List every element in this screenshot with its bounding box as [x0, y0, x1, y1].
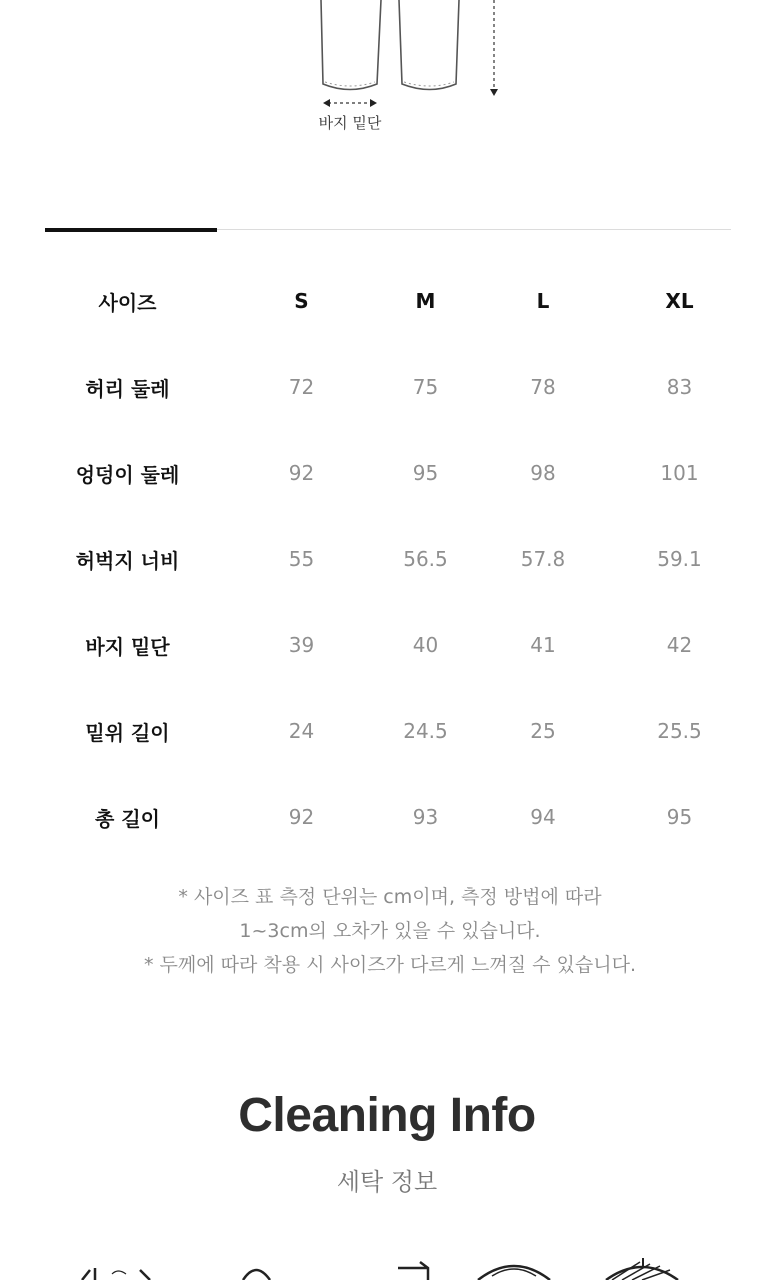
table-cell: 57.8: [520, 547, 566, 571]
care-icons-row: [0, 1258, 780, 1280]
table-row: [45, 688, 731, 774]
table-cell: 95: [666, 805, 693, 829]
cleaning-info-subtitle: 세탁 정보: [336, 1168, 438, 1196]
size-header-corner: 사이즈: [98, 290, 157, 315]
table-cell: 92: [288, 805, 315, 829]
pants-diagram: [0, 0, 780, 150]
table-cell: 101: [660, 461, 699, 485]
table-cell: 25: [530, 719, 556, 743]
iron-icon: [398, 1262, 428, 1280]
size-notes: [0, 880, 780, 982]
table-cell: 55: [288, 547, 315, 571]
table-cell: 42: [666, 633, 693, 657]
size-header-row: [45, 258, 731, 344]
size-header-m: M: [415, 289, 436, 313]
row-label-thigh: 허벅지 너비: [75, 548, 180, 573]
table-cell: 39: [288, 633, 315, 657]
hand-wash-icon: [82, 1268, 150, 1280]
table-cell: 56.5: [403, 547, 448, 571]
row-label-rise: 밑위 길이: [85, 720, 170, 745]
table-row: [45, 344, 731, 430]
table-cell: 98: [530, 461, 556, 485]
size-chart-table: [45, 258, 731, 860]
table-row: [45, 430, 731, 516]
tab-indicator-bar[interactable]: [45, 228, 731, 232]
table-row: [45, 516, 731, 602]
row-label-hem: 바지 밑단: [85, 634, 170, 659]
cleaning-info-title: Cleaning Info: [238, 1089, 536, 1142]
table-cell: 24: [288, 719, 315, 743]
table-cell: 78: [530, 375, 556, 399]
table-cell: 41: [530, 633, 556, 657]
table-cell: 94: [530, 805, 556, 829]
note-line: * 사이즈 표 측정 단위는 cm이며, 측정 방법에 따라: [178, 886, 602, 908]
table-row: [45, 602, 731, 688]
note-line: 1~3cm의 오차가 있을 수 있습니다.: [239, 920, 541, 942]
table-cell: 59.1: [657, 547, 702, 571]
table-cell: 24.5: [403, 719, 448, 743]
table-cell: 75: [412, 375, 439, 399]
table-cell: 25.5: [657, 719, 702, 743]
table-cell: 40: [412, 633, 439, 657]
table-cell: 83: [666, 375, 693, 399]
bleach-icon: [243, 1270, 270, 1280]
note-line: * 두께에 따라 착용 시 사이즈가 다르게 느껴질 수 있습니다.: [143, 954, 637, 976]
table-row: [45, 774, 731, 860]
row-label-waist: 허리 둘레: [85, 376, 170, 401]
size-header-xl: XL: [665, 289, 694, 313]
pants-illustration: [0, 0, 780, 110]
row-label-total-length: 총 길이: [95, 806, 160, 831]
dry-icon: [478, 1266, 550, 1280]
size-header-l: L: [536, 289, 550, 313]
active-tab-indicator: [45, 228, 217, 232]
table-cell: 95: [412, 461, 439, 485]
row-label-hip: 엉덩이 둘레: [75, 462, 180, 487]
hem-label: 바지 밑단: [318, 114, 382, 132]
table-cell: 93: [412, 805, 439, 829]
size-header-s: S: [294, 289, 309, 313]
table-cell: 92: [288, 461, 315, 485]
no-dry-clean-icon: [606, 1258, 678, 1280]
table-cell: 72: [288, 375, 315, 399]
